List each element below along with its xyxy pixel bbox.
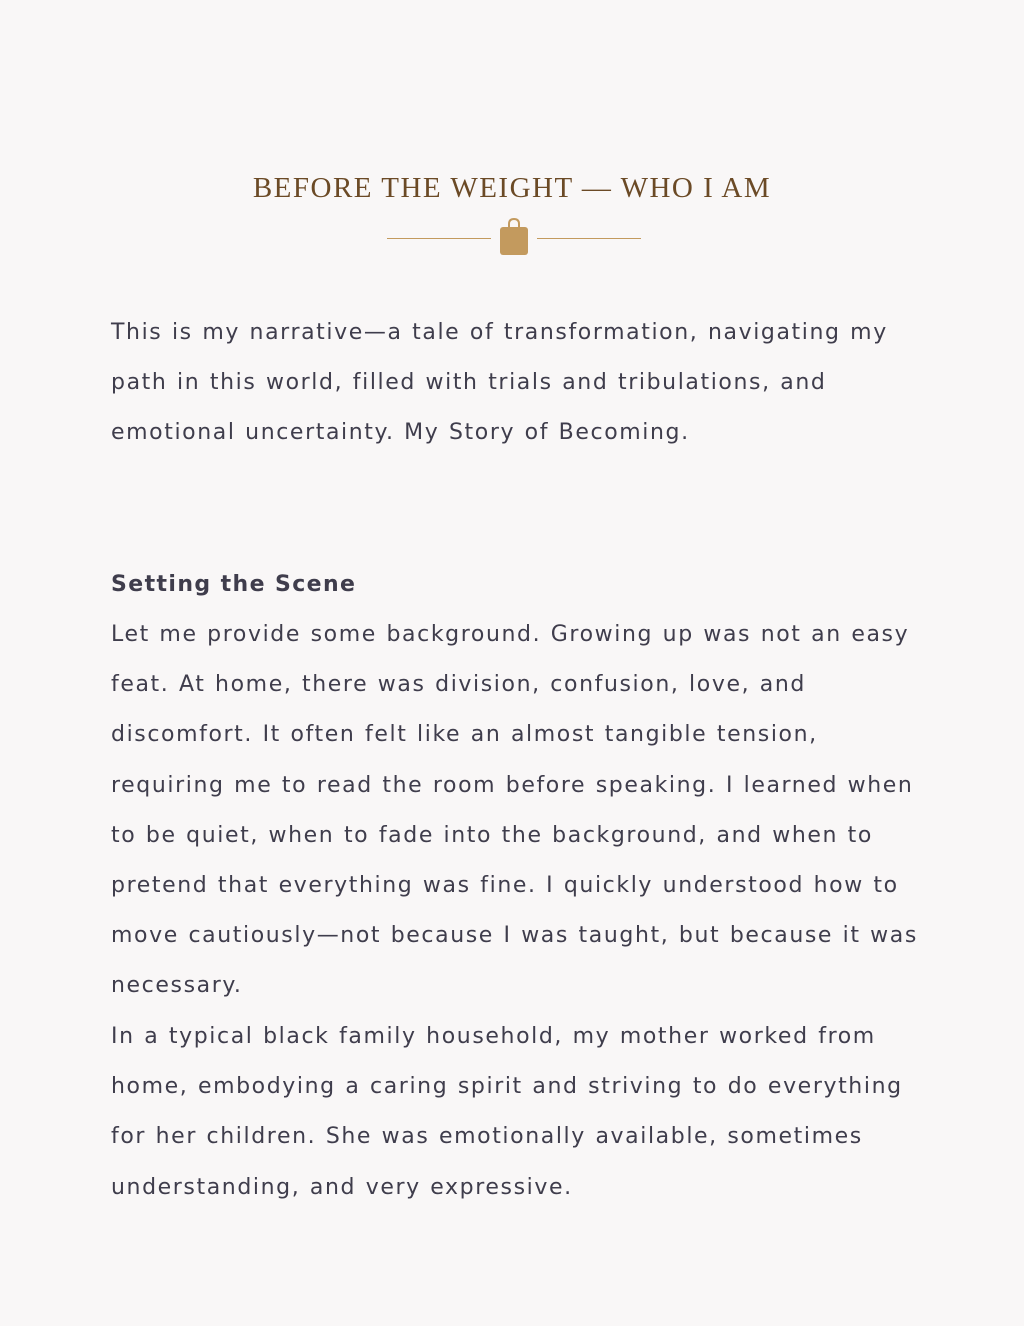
page-title: BEFORE THE WEIGHT — WHO I AM <box>252 172 772 204</box>
divider-line-right <box>537 238 641 239</box>
body-paragraph: Let me provide some background. Growing up was not an easy feat. At home, there was division, confusion, love, and discomfort. It often felt like an almost tangible tension, requiring me to read the room before speaking. I learned when to be quiet, when to fade into the background, and when to pretend that everything was fine. I quickly understood how to move cautiously—not because I was taught, but because it was necessary. <box>111 622 918 999</box>
intro-paragraph: This is my narrative—a tale of transformation, navigating my path in this world, filled with trials and tribulations, and emotional uncertainty. My Story of Becoming. <box>111 320 888 446</box>
shopping-bag-icon <box>498 218 530 256</box>
section-heading: Setting the Scene <box>111 572 357 597</box>
body-paragraph: In a typical black family household, my mother worked from home, embodying a caring spirit and striving to do everything for her children. She was emotionally available, sometimes understanding, and very expressive. <box>111 1024 903 1200</box>
title-divider <box>387 218 641 256</box>
divider-line-left <box>387 238 491 239</box>
